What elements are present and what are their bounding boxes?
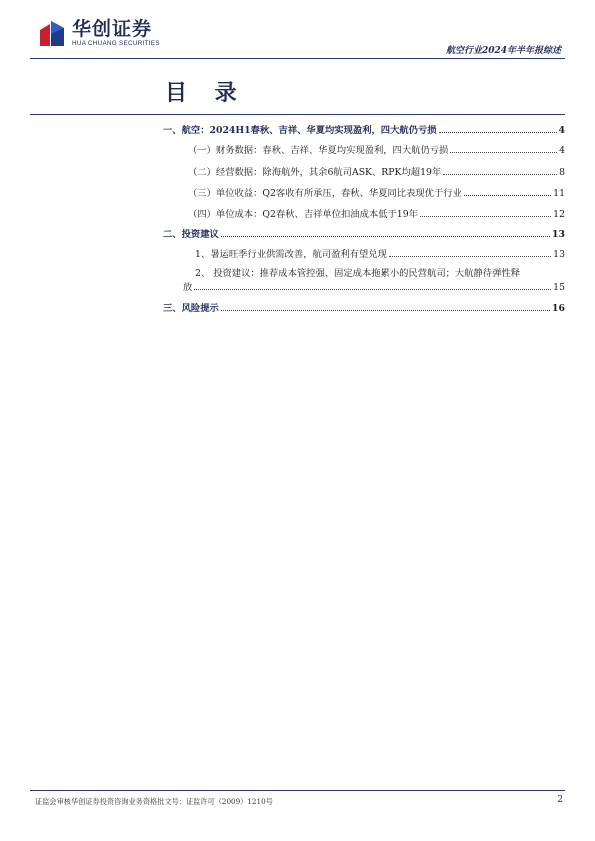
toc-entry-label: 投资建议：推荐成本管控强、固定成本拖累小的民营航司；大航静待弹性释 — [213, 268, 520, 279]
toc-entry-number: 2、 — [195, 268, 211, 279]
header-divider — [30, 58, 565, 59]
toc-entry-page: 15 — [553, 282, 565, 293]
toc-entry-label: 经营数据：除海航外，其余6航司ASK、RPK均超19年 — [215, 167, 442, 178]
toc-entry-page: 13 — [553, 249, 565, 260]
toc-entry-number: 三、 — [163, 303, 182, 314]
toc-entry[interactable] — [163, 122, 565, 136]
toc-entry-label: 航空：2024H1春秋、吉祥、华夏均实现盈利，四大航仍亏损 — [181, 125, 437, 136]
toc-entry-number: （四） — [188, 209, 216, 220]
logo-name-cn: 华创证券 — [72, 17, 153, 40]
toc-heading-divider — [30, 114, 565, 115]
logo-icon — [38, 18, 66, 48]
toc-entry-page: 16 — [552, 303, 565, 314]
toc-entry-number: （二） — [188, 167, 216, 178]
leader-dots — [450, 152, 557, 153]
toc-entry[interactable] — [163, 300, 565, 314]
toc-entry-number: （一） — [188, 145, 216, 156]
toc-entry[interactable] — [188, 206, 565, 220]
toc-entry[interactable] — [188, 164, 565, 178]
footer-disclaimer: 证监会审核华创证券投资咨询业务资格批文号：证监许可（2009）1210号 — [35, 797, 273, 806]
leader-dots — [194, 289, 551, 290]
page-number: 2 — [557, 795, 563, 805]
toc-entry[interactable] — [188, 142, 565, 156]
leader-dots — [464, 195, 551, 196]
leader-dots — [439, 132, 557, 133]
leader-dots — [420, 216, 551, 217]
toc-entry-label: 单位收益：Q2客收有所承压，春秋、华夏同比表现优于行业 — [215, 188, 462, 199]
toc-entry-page: 4 — [558, 125, 565, 136]
logo-name-en: HUA CHUANG SECURITIES — [72, 39, 160, 47]
toc-entry-label: 风险提示 — [181, 303, 219, 314]
toc-entry-page: 4 — [559, 145, 565, 156]
toc-entry-number: （三） — [188, 188, 216, 199]
toc-entry-number: 1、 — [195, 249, 211, 260]
toc-entry[interactable] — [188, 185, 565, 199]
toc-entry-page: 8 — [559, 167, 565, 178]
toc-entry-page: 13 — [552, 229, 565, 240]
toc-entry-number: 一、 — [163, 125, 182, 136]
toc-entry-label: 投资建议 — [181, 229, 219, 240]
leader-dots — [221, 310, 550, 311]
toc-entry-label-cont: 放 — [183, 282, 193, 293]
toc-entry-continuation[interactable] — [183, 279, 565, 293]
leader-dots — [443, 174, 557, 175]
toc-entry-page: 11 — [553, 188, 565, 199]
leader-dots — [389, 256, 551, 257]
toc-heading: 目 录 — [165, 80, 247, 106]
toc-entry-number: 二、 — [163, 229, 182, 240]
leader-dots — [221, 236, 550, 237]
toc-entry-label: 财务数据：春秋、吉祥、华夏均实现盈利，四大航仍亏损 — [215, 145, 449, 156]
toc-entry[interactable] — [163, 226, 565, 240]
toc-entry-label: 单位成本：Q2春秋、吉祥单位扣油成本低于19年 — [215, 209, 418, 220]
toc-entry[interactable] — [195, 265, 520, 279]
toc-entry[interactable] — [195, 246, 565, 260]
footer-divider — [30, 790, 565, 791]
toc-entry-label: 暑运旺季行业供需改善，航司盈利有望兑现 — [210, 249, 387, 260]
toc-entry-page: 12 — [553, 209, 565, 220]
report-title: 航空行业2024年半年报综述 — [445, 46, 561, 56]
company-logo — [38, 18, 160, 48]
